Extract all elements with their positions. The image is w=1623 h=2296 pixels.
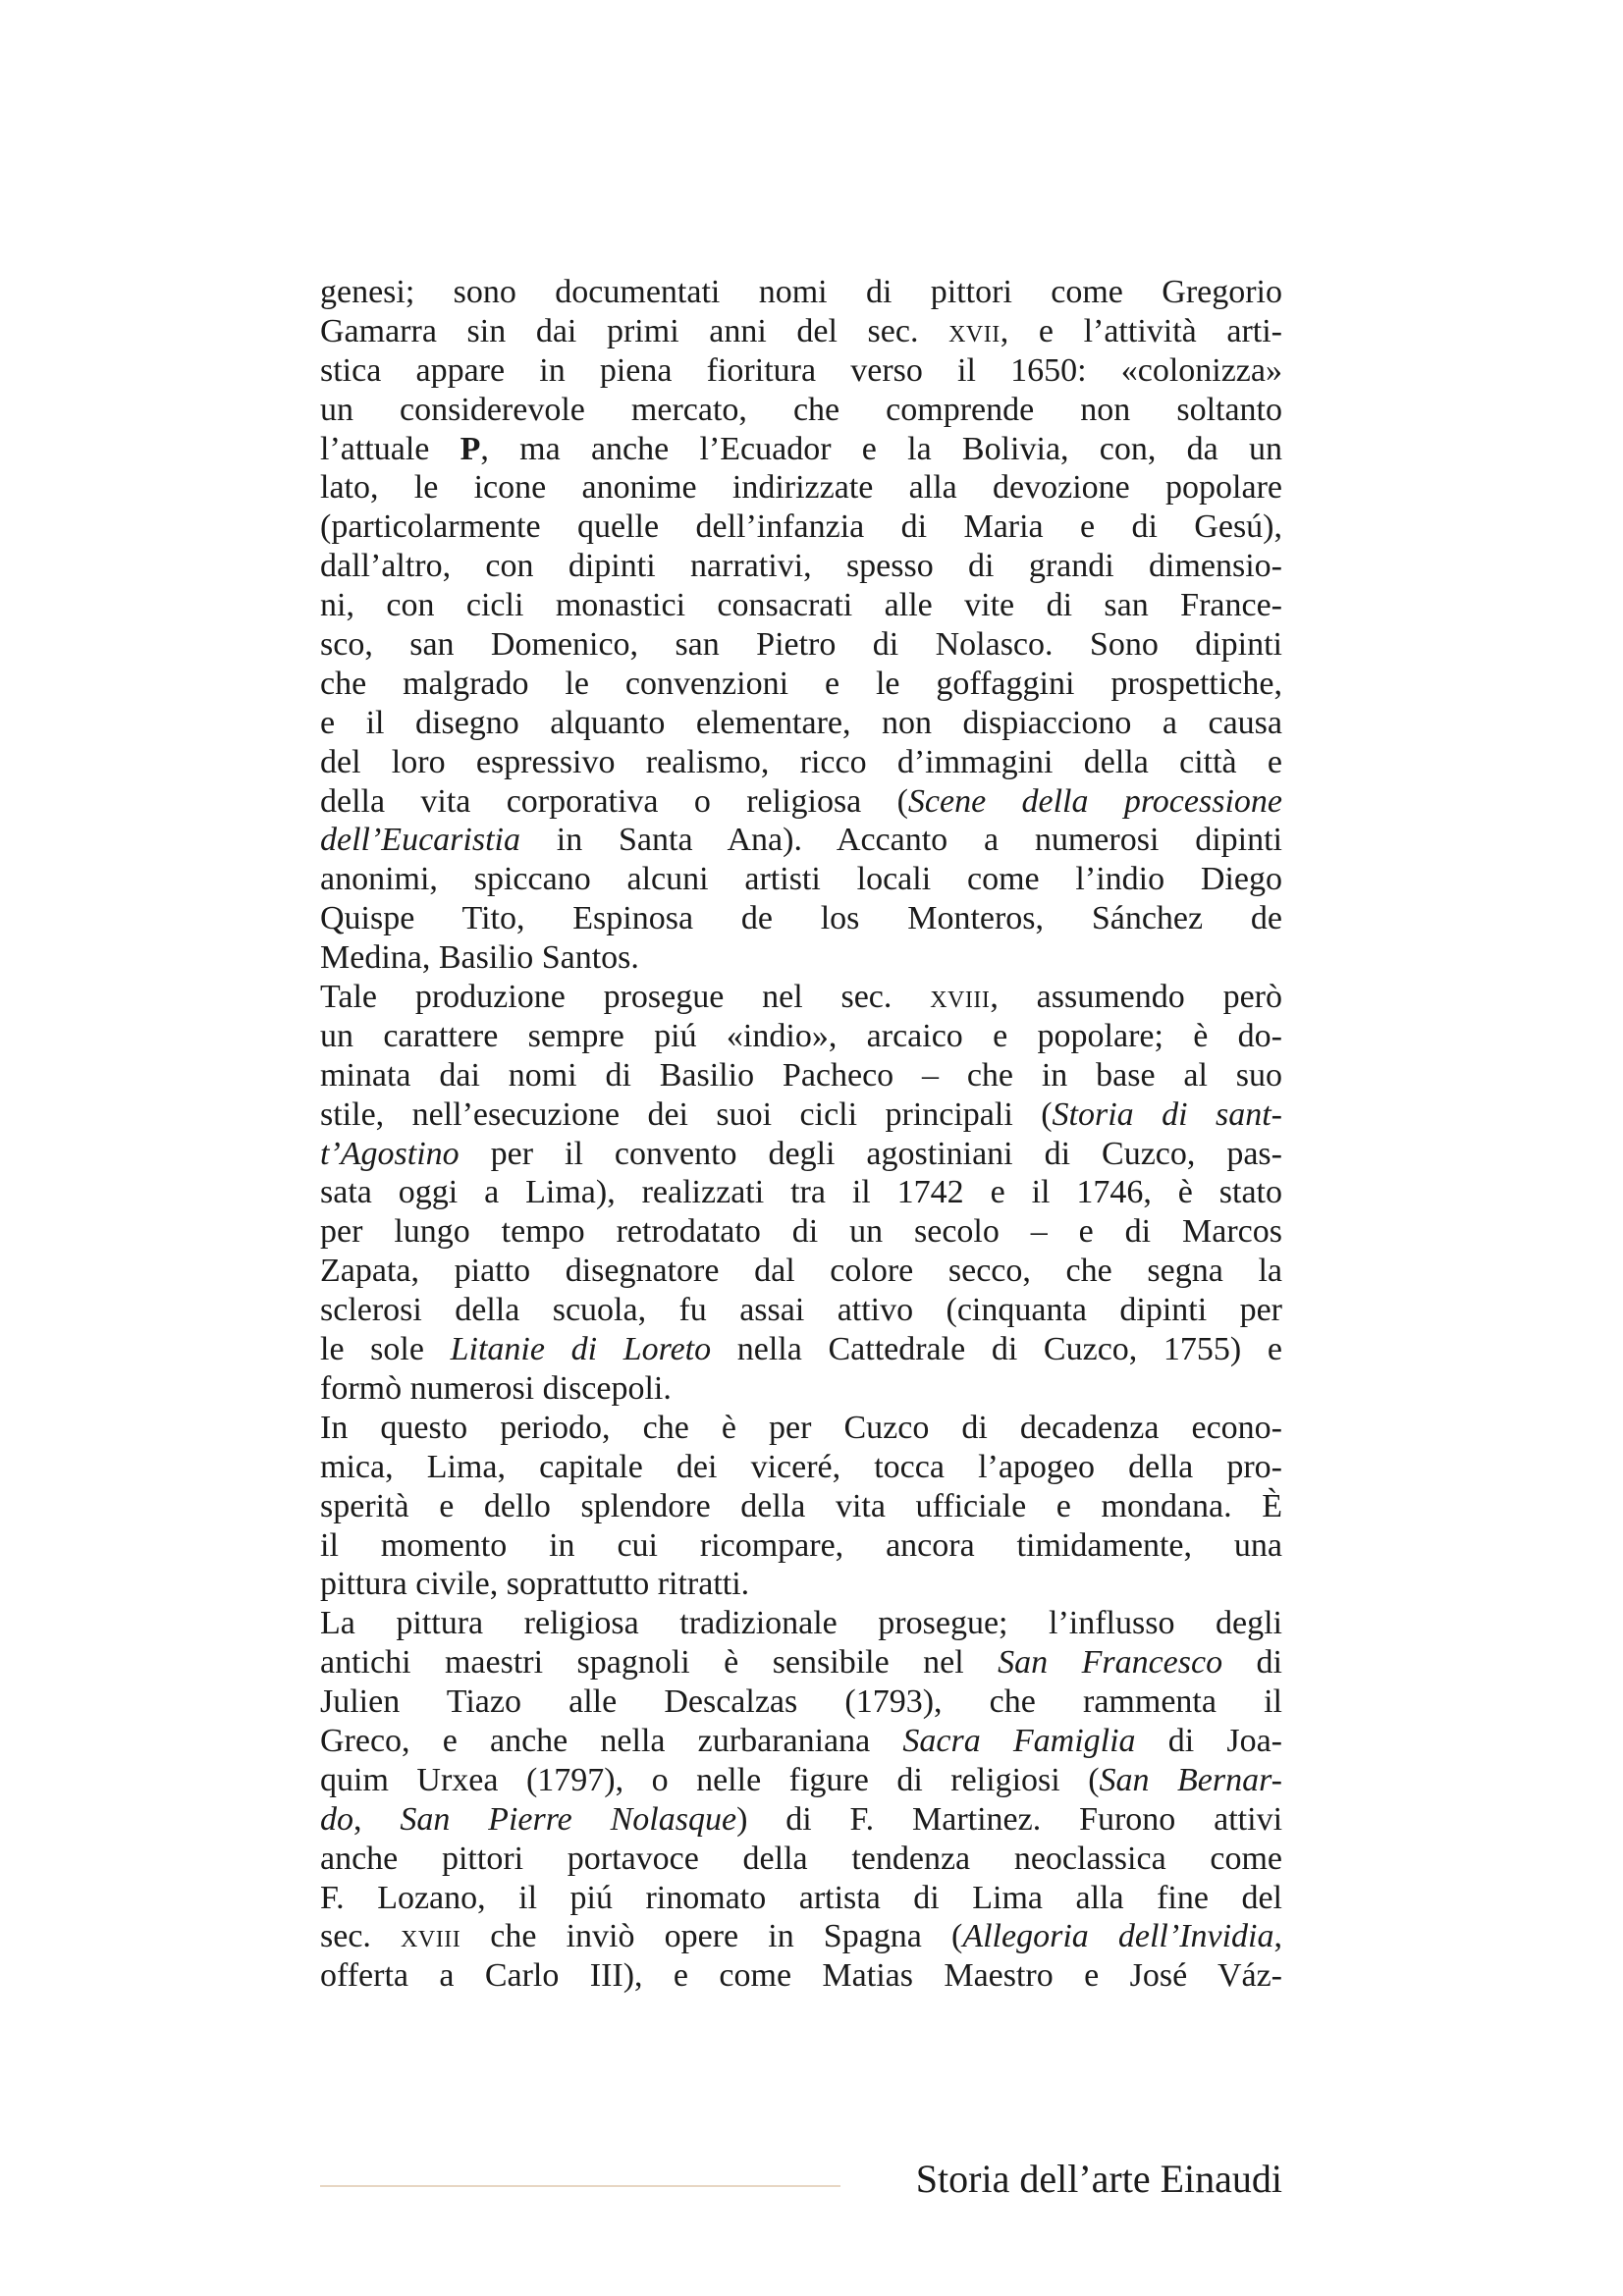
text-run: mica, Lima, capitale dei viceré, tocca l’apogeo della pro- [320,1448,1282,1485]
italic-title: Storia di sant- [1052,1095,1282,1133]
text-run: (particolarmente quelle dell’infanzia di Maria e di Gesú), [320,508,1282,546]
text-run: Tale produzione prosegue nel sec. [320,979,931,1016]
text-run: Gamarra sin dai primi anni del sec. [320,312,949,349]
text-run: Quispe Tito, Espinosa de los Monteros, Sánchez de [320,900,1282,937]
text-line [320,1956,1282,1996]
text-line [320,1879,1282,1918]
text-run: Medina, Basilio Santos. [320,939,639,977]
text-line [320,547,1282,586]
text-run: in Santa Ana). Accanto a numerosi dipinti [519,822,1282,859]
century-numeral: xviii [401,1918,461,1955]
italic-title: t’Agostino [320,1135,460,1172]
century-numeral: xvii [948,312,1001,349]
text-line [320,1135,1282,1174]
text-line [320,1252,1282,1291]
text-run: formò numerosi discepoli. [320,1369,672,1407]
italic-title: Sacra Famiglia [902,1722,1136,1759]
text-run: genesi; sono documentati nomi di pittori come Gregorio [320,274,1282,310]
italic-title: dell’Eucaristia [320,822,520,859]
text-run: minata dai nomi di Basilio Pacheco – che in base al suo [320,1056,1282,1094]
text-run: le sole [320,1331,451,1368]
text-line [320,468,1282,507]
text-line [320,1369,1282,1409]
text-run: del loro espressivo realismo, ricco d’immagini della città e [320,743,1282,780]
text-line [320,273,1282,312]
text-run: sata oggi a Lima), realizzati tra il 1742 e il 1746, è stato [320,1174,1282,1211]
text-run: sperità e dello splendore della vita ufficiale e mondana. È [320,1487,1282,1524]
italic-title: San Bernar- [1099,1761,1282,1798]
italic-title: San Francesco [998,1644,1223,1682]
text-line [320,1565,1282,1604]
text-run: lato, le icone anonime indirizzate alla devozione popolare [320,469,1282,507]
text-line [320,821,1282,860]
text-run: ni, con cicli monastici consacrati alle vite di san France- [320,587,1282,624]
text-line [320,665,1282,704]
text-run: In questo periodo, che è per Cuzco di decadenza econo- [320,1409,1282,1446]
text-line [320,938,1282,978]
text-run: stica appare in piena fioritura verso il 1650: «colonizza» [320,351,1282,389]
text-run: per il convento degli agostiniani di Cuzco, pas- [459,1135,1282,1172]
text-run: un considerevole mercato, che comprende non soltanto [320,391,1282,428]
text-line [320,1291,1282,1330]
text-run: anonimi, spiccano alcuni artisti locali come l’indio Diego [320,861,1282,898]
italic-title: San Pierre Nolasque [400,1800,737,1838]
text-run: La pittura religiosa tradizionale prosegue; l’influsso degli [320,1605,1282,1642]
text-line [320,1173,1282,1212]
text-run: che malgrado le convenzioni e le goffaggini prospettiche, [320,665,1282,702]
text-run: della vita corporativa o religiosa ( [320,782,908,820]
text-line [320,1056,1282,1095]
text-line [320,312,1282,351]
text-line [320,1017,1282,1056]
text-run: per lungo tempo retrodatato di un secolo – e di Marcos [320,1213,1282,1251]
text-run: ) di F. Martinez. Furono attivi [736,1800,1283,1838]
text-line [320,1917,1282,1956]
text-run: , [353,1800,401,1838]
text-run: quim Urxea (1797), o nelle figure di religiosi ( [320,1761,1100,1798]
text-line [320,704,1282,743]
text-run: un carattere sempre piú «indio», arcaico e popolare; è do- [320,1017,1282,1054]
text-run: F. Lozano, il piú rinomato artista di Lima alla fine del [320,1879,1282,1916]
text-line [320,1761,1282,1800]
text-run: , ma anche l’Ecuador e la Bolivia, con, da un [480,430,1282,467]
text-line [320,1526,1282,1566]
text-line [320,1643,1282,1682]
body-text [320,273,1282,1996]
text-run: antichi maestri spagnoli è sensibile nel [320,1644,999,1682]
text-run: che inviò opere in Spagna ( [460,1918,963,1955]
text-run: Greco, e anche nella zurbaraniana [320,1722,903,1759]
text-line [320,1409,1282,1448]
text-run: nella Cattedrale di Cuzco, 1755) e [711,1331,1282,1368]
text-run: Zapata, piatto disegnatore dal colore secco, che segna la [320,1253,1282,1290]
footer-title: Storia dell’arte Einaudi [915,2157,1282,2201]
bold-reference: P [460,430,481,467]
text-run: di Joa- [1135,1722,1282,1759]
text-line [320,899,1282,938]
text-line [320,586,1282,625]
italic-title: Scene della processione [907,782,1282,820]
text-run: il momento in cui ricompare, ancora timidamente, una [320,1526,1282,1564]
text-line [320,1840,1282,1879]
text-line [320,1095,1282,1135]
text-line [320,507,1282,547]
text-run: anche pittori portavoce della tendenza neoclassica come [320,1840,1282,1877]
text-line [320,1212,1282,1252]
italic-title: Allegoria dell’Invidia [962,1918,1274,1955]
text-line [320,1330,1282,1369]
text-run: offerta a Carlo III), e come Matias Maestro e José Váz- [320,1957,1282,1995]
text-line [320,625,1282,665]
century-numeral: xviii [930,979,991,1016]
text-line [320,391,1282,430]
text-run: , e l’attività arti- [1000,312,1282,349]
text-run: di [1222,1644,1283,1682]
text-run: sec. [320,1918,402,1955]
text-line [320,782,1282,822]
text-run: stile, nell’esecuzione dei suoi cicli principali ( [320,1095,1053,1133]
italic-title: do [320,1800,353,1838]
text-run: pittura civile, soprattutto ritratti. [320,1566,750,1603]
italic-title: Litanie di Loreto [450,1331,712,1368]
footer-rule [320,2185,840,2187]
text-run: e il disegno alquanto elementare, non dispiacciono a causa [320,704,1282,741]
text-line [320,1722,1282,1761]
text-line [320,1604,1282,1643]
text-line [320,743,1282,782]
text-run: l’attuale [320,430,460,467]
text-run: sclerosi della scuola, fu assai attivo (cinquanta dipinti per [320,1292,1282,1329]
text-run: Julien Tiazo alle Descalzas (1793), che rammenta il [320,1683,1282,1721]
text-line [320,351,1282,391]
text-run: , assumendo però [990,979,1282,1016]
text-run: , [1273,1918,1283,1955]
text-line [320,860,1282,899]
text-line [320,1487,1282,1526]
text-line [320,1800,1282,1840]
text-line [320,1682,1282,1722]
text-line [320,430,1282,469]
text-run: sco, san Domenico, san Pietro di Nolasco. Sono dipinti [320,626,1282,664]
text-line [320,1448,1282,1487]
text-run: dall’altro, con dipinti narrativi, spesso di grandi dimensio- [320,548,1282,585]
text-line [320,978,1282,1017]
